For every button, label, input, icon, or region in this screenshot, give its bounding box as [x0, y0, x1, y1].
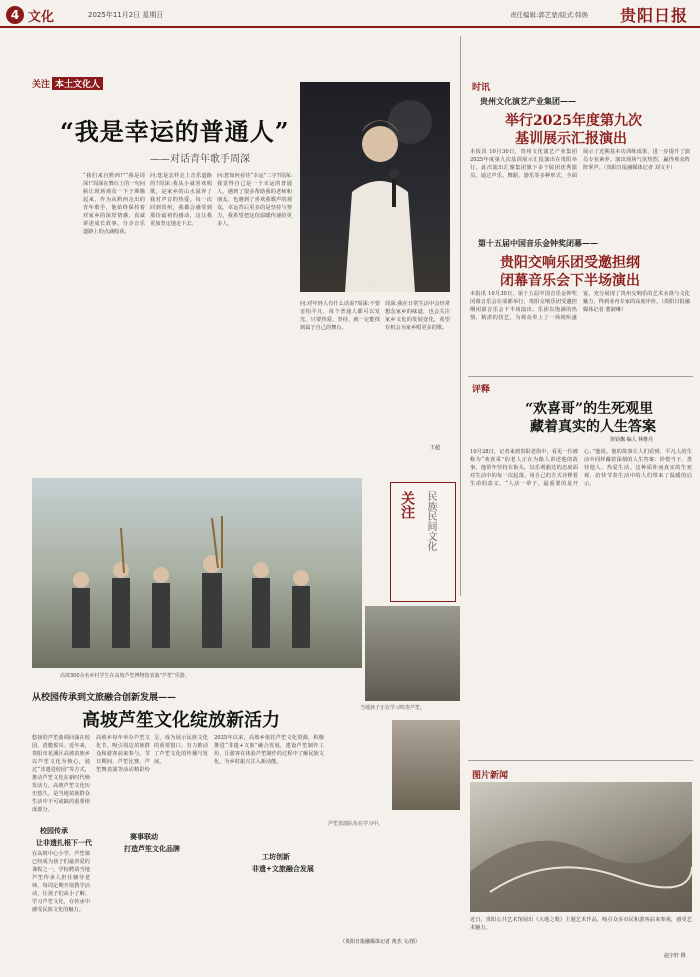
review-byline: 徐钧飘 编人 林维丹: [610, 437, 654, 443]
culture-photo-1-caption: 高坡300余名乡村学生在高坡芦笙博物馆表演“芦笙”乐器。: [60, 673, 190, 679]
feature-photo: [300, 82, 450, 292]
culture-tag-side: 民族民间文化: [425, 491, 436, 551]
culture-sub1b: 让非遗扎根下一代: [36, 838, 92, 847]
culture-headline: 高坡芦笙文化绽放新活力: [82, 710, 280, 731]
feature-tag-label: 关注: [32, 80, 51, 90]
culture-body-4: 2025年以来，高坡乡依托芦笙文化资源，积极推进“非遗+文旅”融合发展，建设芦笙制作工坊，让游客在体验芦笙制作的过程中了解民族文化，为乡村振兴注入新动能。: [214, 735, 324, 765]
culture-side-tag: [390, 482, 456, 602]
news-kicker-2: 第十五届中国音乐金钟奖闭幕——: [478, 238, 598, 248]
news-headline-line3: 贵阳交响乐团受邀担纲: [500, 255, 640, 271]
art-hall-illustration: [470, 782, 692, 912]
review-headline-line2: 藏着真实的人生答案: [530, 419, 656, 435]
photonews-photo: [470, 782, 692, 912]
page-number: 4: [6, 6, 24, 24]
masthead-logo: 贵阳日报: [620, 6, 689, 25]
feature-tag-sub: 本土文化人: [52, 77, 103, 90]
feature-column-2: 问:您是怎样走上音乐道路的?周深:我从小就喜欢唱歌，是家乡的山水滋养了我对声音的热爱。每一次回到贵州，我都会感受到那份最初的感动，这让我更加坚定地走下去。: [150, 173, 212, 227]
feature-column-5: 周深:我在日常生活中会经常想念家乡的味道，也会关注家乡文化的发展变化，希望有机会为家乡唱更多的歌。: [385, 301, 450, 331]
feature-tag: [32, 72, 103, 91]
culture-sub2: 赛事联动: [130, 832, 158, 841]
photonews-tag: 图片新闻: [472, 771, 509, 781]
culture-tag-vertical: 关注: [399, 491, 415, 519]
editor-credit: 责任编辑:郭艺蒙/版式:韩焕: [510, 11, 589, 19]
news-headline-line2: 基训展示汇报演出: [515, 131, 627, 147]
feature-column-1: “我们来自黔西!”“我是周深!”周深在舞台上的一句问候让现场观众一下子沸腾起来。作为从黔西走出的青年歌手，他始终保持着对家乡的深厚情感，真诚讲述成长故事，分享音乐道路上的点滴收获。: [83, 173, 145, 235]
feature-subhead: ——对话青年歌手周深: [150, 154, 250, 165]
culture-body-2: 在高坡中心小学，芦笙课已经成为孩子们最喜爱的课程之一。学校聘请当地芦笙传承人担任辅导老师，每周定期开展教学活动，让孩子们从小了解、学习芦笙文化，在传承中感受民族文化的魅力。: [32, 851, 90, 913]
news-kicker: 贵州文化演艺产业集团——: [480, 96, 576, 106]
lusheng-students-illustration: [32, 478, 362, 668]
feature-column-4: 问:对年轻人有什么话说?周深:不要害怕平凡，每个普通人都可以发光。只要热爱、坚持，就一定能找到属于自己的舞台。: [300, 301, 380, 331]
culture-sub3b: 非遗+文旅融合发展: [252, 864, 314, 873]
culture-body-1: 悠扬的芦笙曲调回荡在校园，清脆悦耳。近年来，贵阳市花溪区高坡苗族乡以芦笙文化为核心，通过“非遗进校园”等方式，推动芦笙文化在新时代焕发活力。高坡芦笙文化历史悠久，是当地苗族群众生活中不可或缺的重要组成部分。: [32, 735, 90, 813]
feature-photo-caption: 周深: [370, 281, 381, 287]
culture-photo-2: [365, 606, 460, 701]
news-headline-line1: 举行2025年度第九次: [505, 113, 642, 129]
column-divider: [460, 36, 461, 596]
news-body-2: 本报讯 10月30日，第十五届中国音乐金钟奖闭幕音乐会在成都举行，贵阳交响乐团受邀担纲闭幕音乐会下半场演出。乐团以饱满的热情、精湛的技艺，为观众奉上了一场视听盛宴，充分展现了贵州交响乐的艺术水准与文化魅力，得到业内专家的高度评价。（贵阳日报融媒体记者 董淑琳）: [470, 291, 690, 321]
feature-column-3: 问:您如何看待“幸运”二字?周深:我觉得自己是一个幸运的普通人，遇到了很多帮助我的老师和朋友，也遇到了喜欢我歌声的观众。幸运背后更多的是坚持与努力，我希望把这份温暖传递给更多人。: [217, 173, 292, 227]
news-tag: 时讯: [472, 83, 491, 93]
culture-sub3: 工坊创新: [262, 852, 290, 861]
culture-footer-credit: （贵阳日报融媒体记者 黄杰 文/图）: [340, 939, 420, 945]
review-divider: [468, 376, 693, 377]
culture-body-3: 高坡乡每年举办芦笙文化节，吸引周边苗族群众和游客前来参与。节日期间，芦笙比赛、芦笙舞表演等活动精彩纷呈，成为展示民族文化的重要窗口，有力推动了芦笙文化的传播与发展。: [96, 735, 208, 773]
photonews-divider: [468, 760, 693, 761]
review-headline-line1: “欢喜哥”的生死观里: [525, 401, 654, 417]
culture-photo-2-caption: 当地孩子正在学习吹奏芦笙。: [360, 705, 426, 711]
feature-reporter: 王超: [430, 445, 441, 451]
culture-sub1: 校园传承: [40, 826, 68, 835]
news-body: 本报讯 10月30日，贵州文化演艺产业集团2025年度第九次基训展示汇报演出在贵阳举行。此次演出汇聚集团旗下多个院团优秀演员，通过声乐、舞蹈、器乐等多种形式，全面展示了近期基本功训练成果，进一步提升了演员专业素养。演出现场气氛热烈，赢得观众阵阵掌声。（贵阳日报融媒体记者 刘文丰）: [470, 149, 690, 179]
culture-photo-3: [392, 720, 460, 810]
issue-date: 2025年11月2日 星期日: [88, 11, 164, 19]
review-tag: 评释: [472, 385, 491, 395]
culture-kicker: 从校园传承到文旅融合创新发展——: [32, 693, 177, 703]
culture-main-photo: [32, 478, 362, 668]
feature-headline: “我是幸运的普通人”: [60, 117, 290, 146]
section-title: 文化: [28, 10, 55, 25]
news-headline-line4: 闭幕音乐会下半场演出: [500, 273, 640, 289]
singer-illustration: [300, 82, 450, 292]
culture-photo-3-caption: 芦笙表演队伍在学习中。: [328, 821, 384, 827]
photonews-caption: 近日，贵阳公共艺术馆展出《大地之歌》主题艺术作品，吸引众多市民和游客前来参观，感受艺术魅力。: [470, 917, 692, 931]
review-body: 10月28日，记者来到贵阳老街中，看见一位被称为“欢喜哥”的老人正在为路人讲述他的故事。他常年坚持在街头，以乐观豁达的态度面对生活中的每一次起落，用自己的方式诠释着生命的意义。“人活一辈子，最重要的是开心。”他说。他的故事让人们看到，平凡人的生活中同样藏着深刻的人生答案：珍惜当下、善待他人、热爱生活。这种质朴而真实的生死观，给快节奏生活中的人们带来了温暖的启示。: [470, 449, 692, 487]
culture-sub2b: 打造芦笙文化品牌: [124, 844, 180, 853]
photonews-credit: 赵宇轩 摄: [664, 953, 686, 959]
